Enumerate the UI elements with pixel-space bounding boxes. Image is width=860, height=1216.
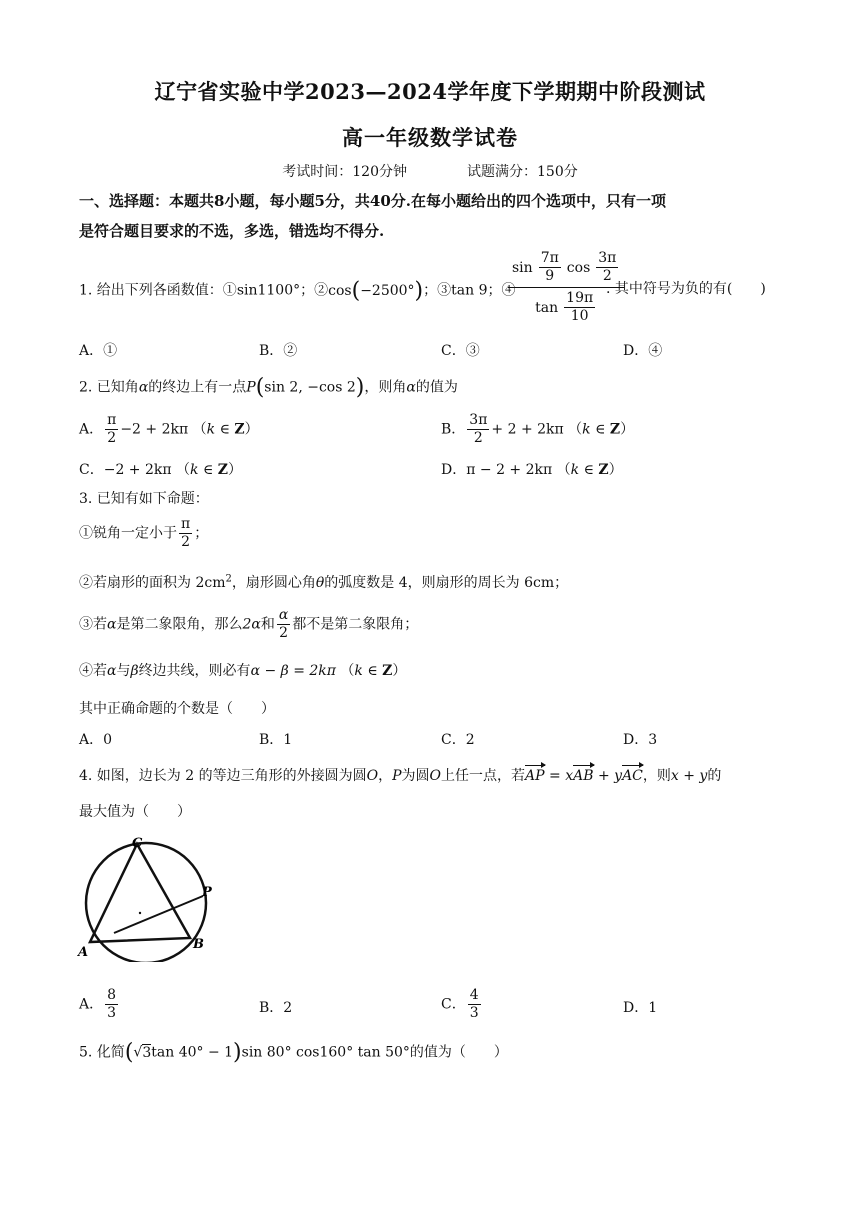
q1-option-d[interactable]: D．④ xyxy=(623,343,663,359)
q1-stem-suffix: . 其中符号为负的有( ) xyxy=(606,281,766,297)
exam-meta xyxy=(0,161,860,181)
q4-option-c[interactable]: C． $\frac{4}{3}$ xyxy=(441,987,479,1021)
q3-option-c[interactable]: C．2 xyxy=(441,732,475,748)
label-p: P xyxy=(202,885,212,900)
q4-option-b[interactable]: B．2 xyxy=(259,1000,293,1016)
segment-ap xyxy=(114,896,203,933)
q2-option-d[interactable]: D．π − 2 + 2kπ （k ∈ Z） xyxy=(441,462,623,478)
exam-subtitle: 高一年级数学试卷 xyxy=(342,125,518,150)
q1-item1: sin1100° xyxy=(236,282,301,299)
q1-stem: 1. 给出下列各函数值：①sin1100°；②cos(−2500°)；③tan 9；④ xyxy=(79,278,516,303)
q2-option-b[interactable]: B． $\frac{3\pi}{2}$ + 2 + 2kπ （k ∈ Z） xyxy=(441,412,635,446)
q1-option-a[interactable]: A．① xyxy=(79,343,118,359)
q3-stem: 3. 已知有如下命题： xyxy=(79,491,209,507)
center-point xyxy=(139,912,141,914)
q3-option-b[interactable]: B．1 xyxy=(259,732,293,748)
q2-option-c[interactable]: C．−2 + 2kπ （k ∈ Z） xyxy=(79,462,243,478)
q4-stem: 4. 如图，边长为 2 的等边三角形的外接圆为圆O，P为圆O上任一点，若AP = xAB + yAC，则x + y的 xyxy=(79,768,722,784)
q3-option-a[interactable]: A．0 xyxy=(79,732,113,748)
q2-stem: 2. 已知角α的终边上有一点P(sin 2, −cos 2)，则角α的值为 xyxy=(79,375,458,400)
exam-score: 试题满分：150分 xyxy=(467,164,578,180)
q1-option-c[interactable]: C．③ xyxy=(441,343,480,359)
label-a: A xyxy=(78,945,89,960)
section-heading-cont: 是符合题目要求的不选，多选，错选均不得分. xyxy=(79,222,385,240)
q3-proposition-4: ④若α与β终边共线，则必有α − β = 2kπ （k ∈ Z） xyxy=(79,663,407,679)
q1-item2: cos(−2500°) xyxy=(328,278,424,303)
q3-proposition-2: ②若扇形的面积为 $2cm^2$，扇形圆心角θ的弧度数是 4，则扇形的周长为 6cm； xyxy=(79,573,569,591)
q3-proposition-1: ①锐角一定小于 $\frac{\pi}{2}$ ； xyxy=(79,516,209,550)
label-b: B xyxy=(193,937,204,952)
q5-stem: 5. 化简(√3tan 40° − 1)sin 80° cos160° tan 50°的值为（ ） xyxy=(79,1040,508,1065)
exam-title: 辽宁省实验中学2023—2024学年度下学期期中阶段测试 xyxy=(154,79,706,104)
q3-conclusion: 其中正确命题的个数是（ ） xyxy=(79,701,275,717)
q1-option-b[interactable]: B．② xyxy=(259,343,298,359)
q1-item4-fraction: sin $\frac{7\pi}{9}$ cos $\frac{3\pi}{2}$ tan $\frac{19\pi}{10}$ xyxy=(508,250,624,325)
q4-option-a[interactable]: A． $\frac{8}{3}$ xyxy=(79,987,117,1021)
q4-stem-line2: 最大值为（ ） xyxy=(79,804,191,820)
q4-option-d[interactable]: D．1 xyxy=(623,1000,658,1016)
section-heading: 一、选择题：本题共8小题，每小题5分，共40分.在每小题给出的四个选项中，只有一项 xyxy=(79,192,666,210)
q4-figure xyxy=(76,832,216,962)
q2-option-a[interactable]: A． $\frac{\pi}{2}$ −2 + 2kπ （k ∈ Z） xyxy=(79,412,259,446)
q3-option-d[interactable]: D．3 xyxy=(623,732,658,748)
q1-item3: tan 9 xyxy=(451,282,488,299)
label-c: C xyxy=(132,836,143,851)
exam-time: 考试时间：120分钟 xyxy=(282,164,407,180)
q3-proposition-3: ③若α是第二象限角，那么2α和 $\frac{\alpha}{2}$ 都不是第二象限角； xyxy=(79,607,419,641)
